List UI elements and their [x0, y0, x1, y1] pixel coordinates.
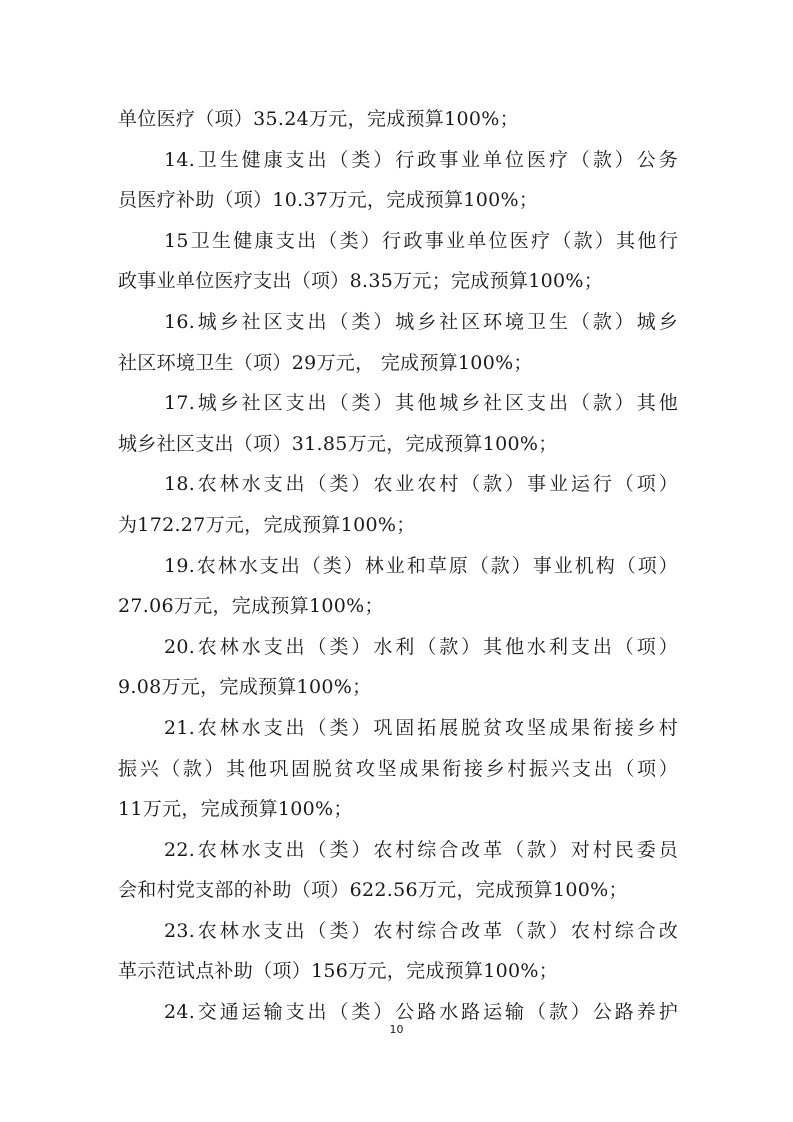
text-line: 27.06万元，完成预算100%； [118, 595, 384, 618]
text-line: 18.农林水支出（类）农业农村（款）事业运行（项） [164, 473, 678, 496]
text-line: 9.08万元，完成预算100%； [118, 676, 372, 699]
text-line: 17.城乡社区支出（类）其他城乡社区支出（款）其他 [164, 392, 678, 415]
document-body [118, 99, 678, 1033]
text-line: 24.交通运输支出（类）公路水路运输（款）公路养护 [164, 1001, 678, 1024]
text-line: 14.卫生健康支出（类）行政事业单位医疗（款）公务 [164, 148, 678, 171]
text-line: 15卫生健康支出（类）行政事业单位医疗（款）其他行 [164, 229, 678, 252]
text-line: 会和村党支部的补助（项）622.56万元，完成预算100%； [118, 879, 628, 902]
text-line: 为172.27万元，完成预算100%； [118, 513, 416, 536]
text-line: 21.农林水支出（类）巩固拓展脱贫攻坚成果衔接乡村 [164, 716, 678, 739]
page-number: 10 [389, 1023, 404, 1036]
text-line: 22.农林水支出（类）农村综合改革（款）对村民委员 [164, 838, 678, 861]
text-line: 员医疗补助（项）10.37万元，完成预算100%； [118, 189, 539, 212]
text-line: 革示范试点补助（项）156万元，完成预算100%； [118, 960, 559, 983]
text-line: 单位医疗（项）35.24万元，完成预算100%； [118, 108, 519, 130]
text-line: 19.农林水支出（类）林业和草原（款）事业机构（项） [164, 554, 678, 577]
text-line: 政事业单位医疗支出（项）8.35万元；完成预算100%； [118, 270, 604, 293]
text-line: 11万元，完成预算100%； [118, 798, 353, 821]
text-line: 城乡社区支出（项）31.85万元，完成预算100%； [118, 432, 558, 455]
text-line: 社区环境卫生（项）29万元， 完成预算100%； [118, 351, 533, 374]
text-line: 20.农林水支出（类）水利（款）其他水利支出（项） [164, 635, 678, 658]
text-line: 振兴（款）其他巩固脱贫攻坚成果衔接乡村振兴支出（项） [118, 757, 678, 780]
text-line: 16.城乡社区支出（类）城乡社区环境卫生（款）城乡 [164, 310, 678, 333]
text-line: 23.农林水支出（类）农村综合改革（款）农村综合改 [164, 919, 678, 942]
